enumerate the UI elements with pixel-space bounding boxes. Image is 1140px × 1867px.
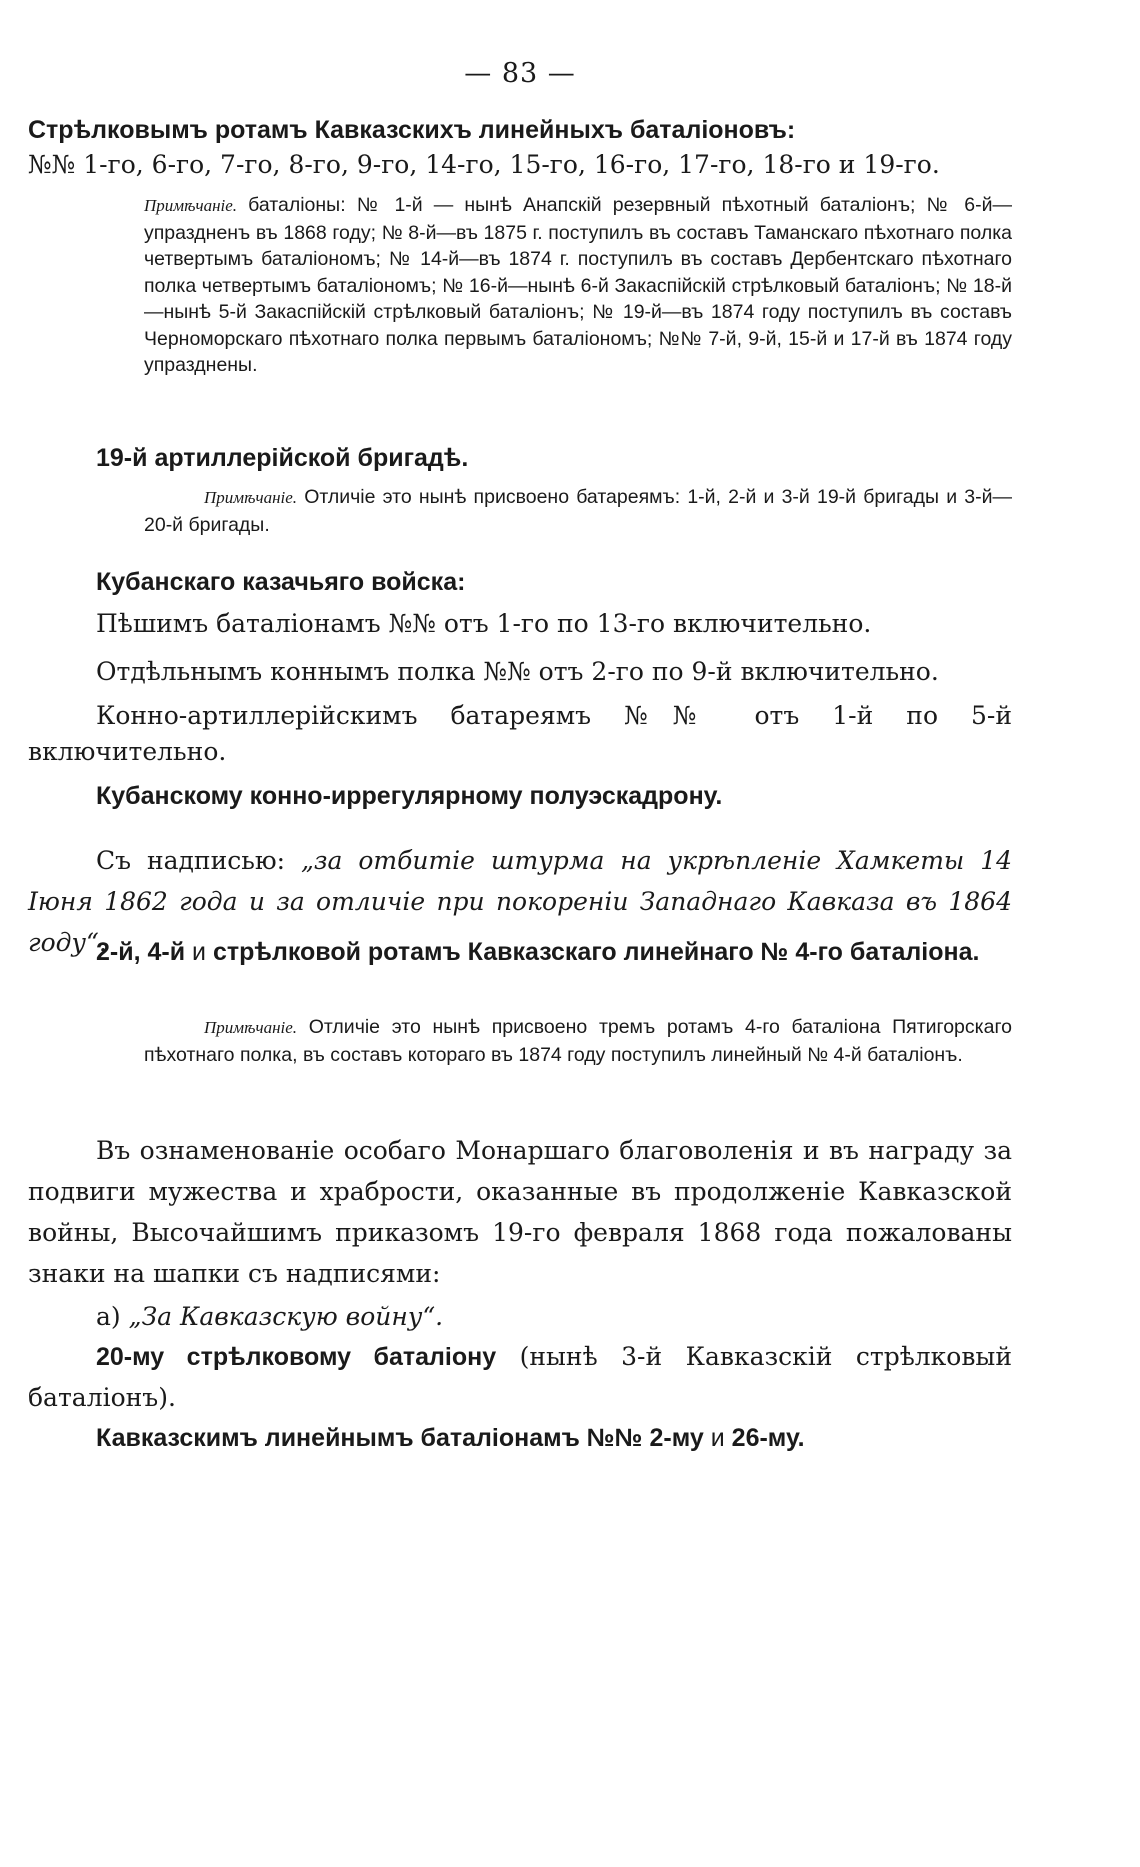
note-text: Отличіе это нынѣ присвоено тремъ ротамъ 4-го баталіона Пятигорскаго пѣхотнаго полка, въ составъ котораго въ 1874 году поступилъ линейный № 4-й баталіонъ. xyxy=(144,1016,1012,1066)
battalion-numbers-line: №№ 1-го, 6-го, 7-го, 8-го, 9-го, 14-го, 15-го, 16-го, 17-го, 18-го и 19-го. xyxy=(28,150,940,179)
section-heading-artillery-brigade: 19-й артиллерійской бригадѣ. xyxy=(96,444,469,472)
note-text: баталіоны: № 1-й — нынѣ Анапскій резервный пѣхотный баталіонъ; № 6-й—упраздненъ въ 1868 году; № 8-й—въ 1875 г. поступилъ въ составъ Таманскаго пѣхотнаго полка четвертымъ баталіономъ; № 14-й—въ 1874 г. поступилъ въ составъ Дербентскаго пѣхотнаго полка четвертымъ баталіономъ; № 16-й—нынѣ 6-й Закаспійскій стрѣлковый баталіонъ; № 18-й—нынѣ 5-й Закаспійскій стрѣлковый баталіонъ; № 19-й—въ 1874 году поступилъ въ составъ Черноморскаго пѣхотнаго полка первымъ баталіономъ; №№ 7-й, 9-й, 15-й и 17-й въ 1874 году упразднены. xyxy=(144,194,1012,376)
kuban-horse-artillery: Конно-артиллерійскимъ батареямъ №№ отъ 1-й по 5-й включительно. xyxy=(28,701,1012,766)
note-pyatigorsk xyxy=(144,1014,1012,1068)
heading-part: 2-й, 4-й xyxy=(96,938,186,966)
section-heading-kuban-cossacks: Кубанскаго казачьяго войска: xyxy=(96,568,466,596)
note-artillery xyxy=(144,484,1012,538)
note-text: Отличіе это нынѣ присвоено батареямъ: 1-й, 2-й и 3-й 19-й бригады и 3-й—20-й бригады. xyxy=(144,486,1012,536)
section-heading-rifle-companies: Стрѣлковымъ ротамъ Кавказскихъ линейныхъ баталіоновъ: xyxy=(28,116,796,144)
section-heading-line-battalion-4 xyxy=(28,934,1012,970)
heading-conjunction: и xyxy=(710,1424,725,1452)
note-battalions xyxy=(144,192,1012,379)
note-label: Примѣчаніе. xyxy=(144,196,238,215)
section-heading-line-battalions-2-26 xyxy=(28,1420,1012,1456)
inscription-text: „за отбитіе штурма на укрѣпленіе Хамкеты 14 Іюня 1862 года и за отличіе при покореніи Западнаго Кавказа въ 1864 году“. xyxy=(28,846,1012,957)
entry-parenthetical: (нынѣ 3-й Кавказскій стрѣлковый баталіонъ). xyxy=(28,1342,1012,1412)
item-text: „За Кавказскую войну“. xyxy=(128,1302,444,1331)
rifle-battalion-20-entry xyxy=(28,1336,1012,1418)
item-marker: а) xyxy=(96,1302,121,1331)
inscription-prefix: Съ надписью: xyxy=(96,846,286,875)
decree-paragraph: Въ ознаменованіе особаго Монаршаго благоволенія и въ награду за подвиги мужества и храбрости, оказанные въ продолженіе Кавказской войны, Высочайшимъ приказомъ 19-го февраля 1868 года пожалованы знаки на шапки съ надписями: xyxy=(28,1136,1012,1288)
heading-part: Кавказскимъ линейнымъ баталіонамъ №№ 2-му xyxy=(96,1424,704,1452)
heading-part: 26-му. xyxy=(731,1424,805,1452)
entry-heading: 20-му стрѣлковому баталіону xyxy=(96,1343,497,1371)
kuban-foot-battalions: Пѣшимъ баталіонамъ №№ отъ 1-го по 13-го включительно. xyxy=(96,609,872,638)
section-heading-kuban-half-squadron: Кубанскому конно-иррегулярному полуэскадрону. xyxy=(96,782,723,810)
document-page xyxy=(28,0,1012,1867)
kuban-cavalry-regiments: Отдѣльнымъ коннымъ полка №№ отъ 2-го по 9-й включительно. xyxy=(96,657,939,686)
heading-part: стрѣлковой ротамъ Кавказскаго линейнаго № 4-го баталіона. xyxy=(212,938,980,966)
page-number: — 83 — xyxy=(464,58,576,89)
note-label: Примѣчаніе. xyxy=(204,1018,298,1037)
inscription-item-a xyxy=(28,1296,1012,1337)
heading-conjunction: и xyxy=(192,938,207,966)
note-label: Примѣчаніе. xyxy=(204,488,298,507)
